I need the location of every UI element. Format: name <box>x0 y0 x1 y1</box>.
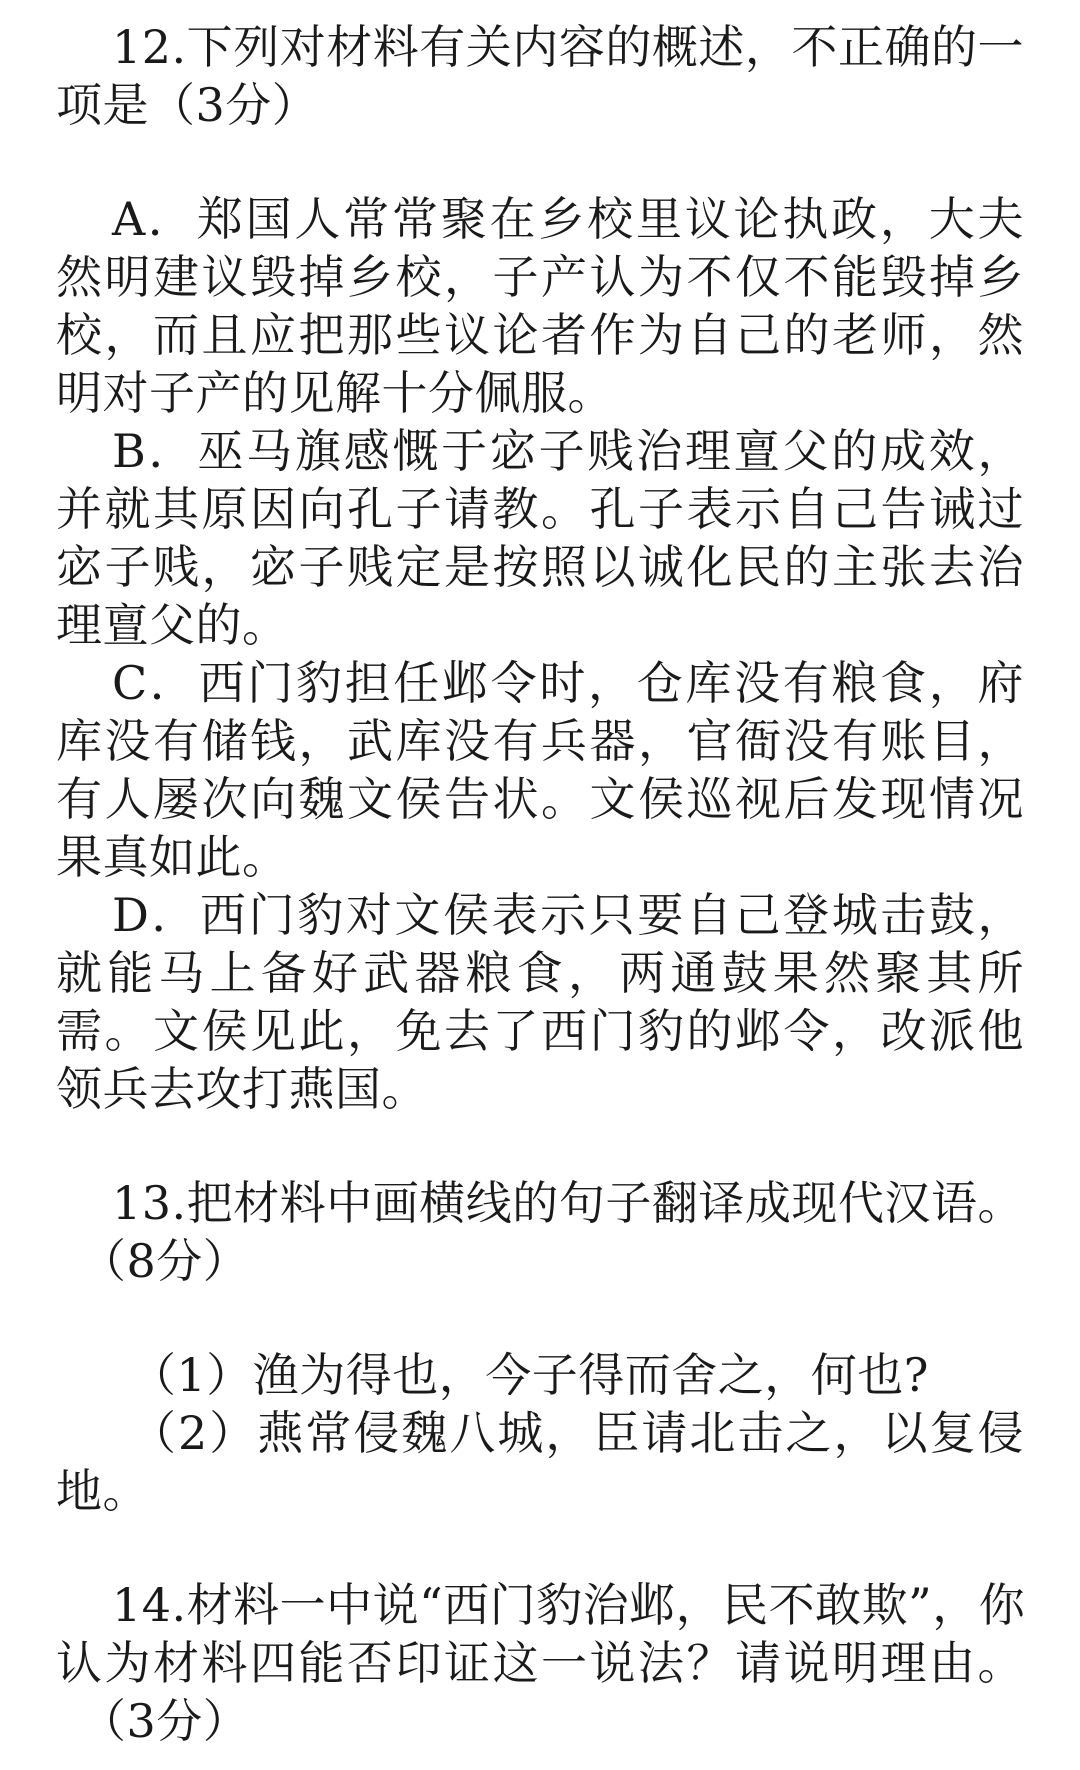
question-12 <box>56 18 1024 134</box>
question-14-stem-line-1: 14.材料一中说“西门豹治邺，民不敢欺”，你 <box>112 1578 1026 1632</box>
question-13-item-2-cont: 地。 <box>56 1464 149 1518</box>
option-a <box>56 190 1024 422</box>
option-c-line-1: C．西门豹担任邺令时，仓库没有粮食，府 <box>112 656 1024 710</box>
option-c-line-2: 库没有储钱，武库没有兵器，官衙没有账目， <box>56 714 1024 768</box>
option-a-line-1: A．郑国人常常聚在乡校里议论执政，大夫 <box>112 192 1024 246</box>
option-c <box>56 654 1024 886</box>
option-d-line-1: D．西门豹对文侯表示只要自己登城击鼓， <box>112 888 1024 942</box>
option-c-line-3: 有人屡次向魏文侯告状。文侯巡视后发现情况 <box>56 772 1024 826</box>
option-b-line-4: 理亶父的。 <box>56 598 289 652</box>
question-13-item-2: （2）燕常侵魏八城，臣请北击之，以复侵 <box>130 1406 1024 1460</box>
question-14-stem-line-3: （3分） <box>80 1694 250 1748</box>
exam-page <box>56 18 1024 1750</box>
question-12-stem-line-2: 项是（3分） <box>56 78 319 132</box>
question-13 <box>56 1174 1024 1290</box>
question-13-item-1: （1）渔为得也，今子得而舍之，何也? <box>130 1348 929 1402</box>
option-a-line-2: 然明建议毁掉乡校，子产认为不仅不能毁掉乡 <box>56 250 1024 304</box>
question-13-items <box>56 1346 1024 1520</box>
option-b <box>56 422 1024 654</box>
option-a-line-4: 明对子产的见解十分佩服。 <box>56 366 614 420</box>
question-14 <box>56 1576 1024 1750</box>
option-d-line-4: 领兵去攻打燕国。 <box>56 1062 428 1116</box>
option-b-line-1: B．巫马旗感慨于宓子贱治理亶父的成效， <box>112 424 1024 478</box>
option-a-line-3: 校，而且应把那些议论者作为自己的老师，然 <box>56 308 1024 362</box>
option-b-line-2: 并就其原因向孔子请教。孔子表示自己告诫过 <box>56 482 1024 536</box>
question-14-stem-line-2: 认为材料四能否印证这一说法？请说明理由。 <box>56 1636 1024 1690</box>
option-d-line-2: 就能马上备好武器粮食，两通鼓果然聚其所 <box>56 946 1024 1000</box>
option-c-line-4: 果真如此。 <box>56 830 289 884</box>
option-b-line-3: 宓子贱，宓子贱定是按照以诚化民的主张去治 <box>56 540 1024 594</box>
option-d <box>56 886 1024 1118</box>
option-d-line-3: 需。文侯见此，免去了西门豹的邺令，改派他 <box>56 1004 1024 1058</box>
question-12-stem-line-1: 12.下列对材料有关内容的概述，不正确的一 <box>112 20 1024 74</box>
question-13-stem-line-2: （8分） <box>80 1234 250 1288</box>
question-13-stem-line-1: 13.把材料中画横线的句子翻译成现代汉语。 <box>112 1176 1024 1230</box>
